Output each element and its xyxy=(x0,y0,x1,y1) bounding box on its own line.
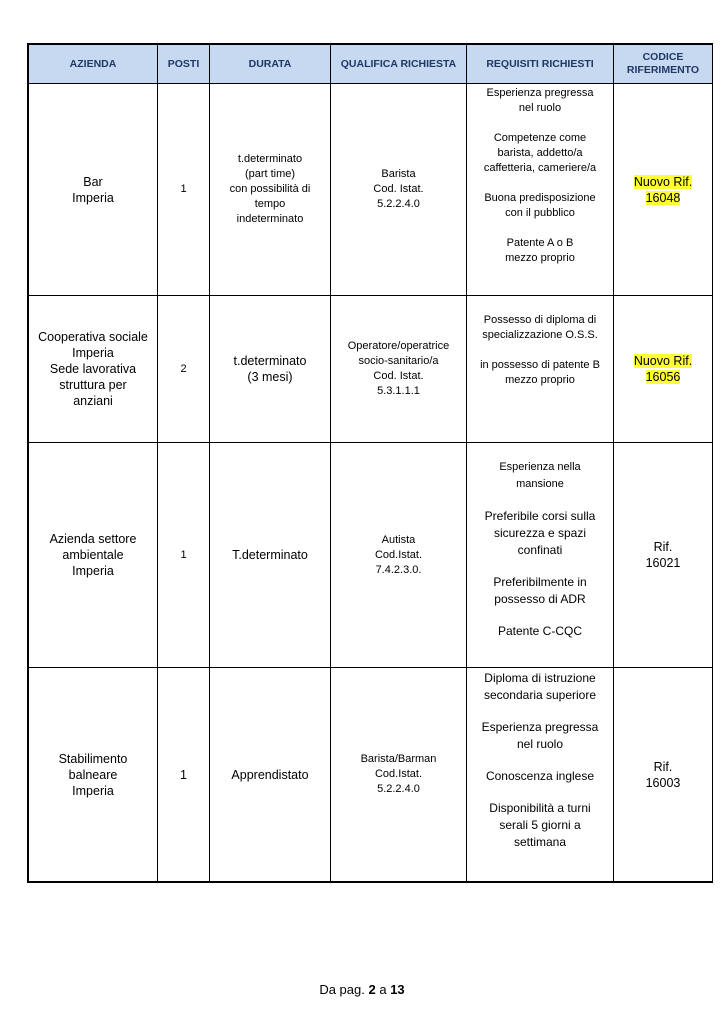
requisiti-line: mezzo proprio xyxy=(505,374,575,386)
cell-azienda xyxy=(29,84,158,296)
footer-prefix: Da pag. xyxy=(319,982,369,997)
table-row xyxy=(29,296,713,443)
requisiti-line: Preferibile corsi sulla xyxy=(484,509,596,523)
azienda-line: Stabilimento xyxy=(58,751,128,766)
requisiti-line: serali 5 giorni a xyxy=(499,818,581,832)
durata-line: tempo xyxy=(254,198,286,210)
requisiti-line: mezzo proprio xyxy=(505,252,575,264)
page-footer xyxy=(0,982,724,997)
azienda-line: Bar xyxy=(83,174,103,189)
codice-label: Rif. xyxy=(653,540,673,554)
azienda-line: Sede lavorativa xyxy=(49,362,137,376)
job-offers-table xyxy=(28,44,713,882)
cell-qualifica xyxy=(331,84,467,296)
requisiti-line: Conoscenza inglese xyxy=(485,769,595,783)
qualifica-line: Autista xyxy=(381,533,416,546)
cell-durata xyxy=(210,84,331,296)
requisiti-line: Disponibilità a turni xyxy=(489,801,591,815)
codice-number: 16021 xyxy=(645,556,681,570)
codice-number-highlighted: 16048 xyxy=(645,190,681,205)
cell-azienda xyxy=(29,443,158,668)
requisiti-gap xyxy=(471,785,609,800)
codice-label-highlighted: Nuovo Rif. xyxy=(633,174,693,189)
table-row xyxy=(29,668,713,882)
cell-qualifica xyxy=(331,296,467,443)
footer-total-pages: 13 xyxy=(390,982,405,997)
requisiti-gap xyxy=(471,343,609,358)
requisiti-gap xyxy=(471,116,609,131)
requisiti-line: Diploma di istruzione xyxy=(484,671,596,685)
footer-page-number: 2 xyxy=(368,982,376,997)
requisiti-line: Patente A o B xyxy=(506,237,574,249)
requisiti-line: barista, addetto/a xyxy=(497,147,583,159)
durata-line: (3 mesi) xyxy=(247,370,293,384)
cell-durata xyxy=(210,443,331,668)
qualifica-line: Cod. Istat. xyxy=(373,183,424,195)
cell-requisiti xyxy=(467,443,614,668)
requisiti-line: Buona predisposizione xyxy=(484,192,596,204)
requisiti-gap xyxy=(471,608,609,623)
azienda-line: ambientale xyxy=(62,548,124,562)
qualifica-line: Cod. Istat. xyxy=(373,370,424,382)
requisiti-gap xyxy=(471,221,609,236)
table-row xyxy=(29,84,713,296)
table-header-row xyxy=(29,45,713,84)
qualifica-line: 5.3.1.1.1 xyxy=(377,385,420,397)
codice-label: Rif. xyxy=(653,759,673,774)
cell-posti: 2 xyxy=(158,296,210,443)
cell-qualifica xyxy=(331,443,467,668)
cell-requisiti xyxy=(467,296,614,443)
codice-number-highlighted: 16056 xyxy=(645,370,681,384)
requisiti-line: nel ruolo xyxy=(516,737,564,751)
codice-number: 16003 xyxy=(645,775,681,790)
azienda-line: Imperia xyxy=(72,783,114,798)
codice-label-highlighted: Nuovo Rif. xyxy=(633,354,693,368)
cell-durata xyxy=(210,668,331,882)
requisiti-gap xyxy=(471,753,609,768)
azienda-line: Imperia xyxy=(72,346,114,360)
durata-line: t.determinato xyxy=(237,153,303,165)
requisiti-line: settimana xyxy=(513,835,567,849)
cell-azienda xyxy=(29,296,158,443)
requisiti-line: Esperienza pregressa xyxy=(486,87,594,99)
requisiti-line: Preferibilmente in xyxy=(493,575,587,589)
requisiti-gap xyxy=(471,176,609,191)
azienda-line: struttura per xyxy=(59,378,127,392)
requisiti-line: specializzazione O.S.S. xyxy=(482,329,598,341)
durata-line: con possibilità di xyxy=(229,183,311,195)
cell-requisiti xyxy=(467,84,614,296)
requisiti-line: Patente C-CQC xyxy=(497,624,583,638)
requisiti-line: nel ruolo xyxy=(518,102,562,114)
requisiti-line: possesso di ADR xyxy=(494,592,586,606)
header-codice xyxy=(614,45,713,84)
azienda-line: Imperia xyxy=(72,564,114,578)
azienda-line: Cooperativa sociale xyxy=(38,330,148,344)
cell-requisiti xyxy=(467,668,614,882)
header-codice-line1: CODICE xyxy=(642,51,684,63)
cell-posti: 1 xyxy=(158,443,210,668)
durata-line: Apprendistato xyxy=(231,767,309,782)
requisiti-gap xyxy=(471,704,609,719)
header-posti: POSTI xyxy=(158,45,210,84)
durata-line: indeterminato xyxy=(236,213,304,225)
header-requisiti: REQUISITI RICHIESTI xyxy=(467,45,614,84)
requisiti-line: Esperienza nella xyxy=(499,461,581,473)
requisiti-line: mansione xyxy=(516,478,564,490)
qualifica-line: Cod.Istat. xyxy=(374,768,423,780)
azienda-line: Azienda settore xyxy=(49,532,137,546)
cell-qualifica xyxy=(331,668,467,882)
requisiti-line: confinati xyxy=(517,543,563,557)
requisiti-line: caffetteria, cameriere/a xyxy=(483,162,597,174)
durata-line: t.determinato xyxy=(233,354,307,368)
qualifica-line: 5.2.2.4.0 xyxy=(377,783,420,795)
cell-codice xyxy=(614,443,713,668)
cell-posti: 1 xyxy=(158,668,210,882)
header-codice-line2: RIFERIMENTO xyxy=(626,64,700,76)
durata-line: T.determinato xyxy=(232,548,308,562)
job-table-container xyxy=(27,43,713,883)
azienda-line: Imperia xyxy=(72,190,114,205)
qualifica-line: Barista xyxy=(381,168,416,180)
azienda-line: balneare xyxy=(68,767,118,782)
qualifica-line: 5.2.2.4.0 xyxy=(377,198,420,210)
qualifica-line: socio-sanitario/a xyxy=(358,355,439,367)
requisiti-gap xyxy=(471,559,609,574)
qualifica-line: Cod.Istat. xyxy=(374,548,423,561)
requisiti-line: Esperienza pregressa xyxy=(481,720,599,734)
cell-codice xyxy=(614,296,713,443)
requisiti-gap xyxy=(471,493,609,508)
requisiti-line: con il pubblico xyxy=(505,207,575,219)
cell-posti: 1 xyxy=(158,84,210,296)
footer-middle: a xyxy=(375,982,391,997)
azienda-line: anziani xyxy=(73,394,113,408)
durata-line: (part time) xyxy=(244,168,296,180)
requisiti-line: Possesso di diploma di xyxy=(483,314,597,326)
cell-codice xyxy=(614,84,713,296)
header-qualifica: QUALIFICA RICHIESTA xyxy=(331,45,467,84)
cell-azienda xyxy=(29,668,158,882)
header-azienda: AZIENDA xyxy=(29,45,158,84)
requisiti-line: in possesso di patente B xyxy=(480,359,600,371)
qualifica-line: 7.4.2.3.0. xyxy=(375,563,422,576)
requisiti-line: Competenze come xyxy=(493,132,587,144)
qualifica-line: Operatore/operatrice xyxy=(347,340,450,352)
requisiti-line: secondaria superiore xyxy=(483,688,597,702)
table-row xyxy=(29,443,713,668)
header-durata: DURATA xyxy=(210,45,331,84)
cell-codice xyxy=(614,668,713,882)
cell-durata xyxy=(210,296,331,443)
requisiti-line: sicurezza e spazi xyxy=(493,526,587,540)
qualifica-line: Barista/Barman xyxy=(360,753,437,765)
